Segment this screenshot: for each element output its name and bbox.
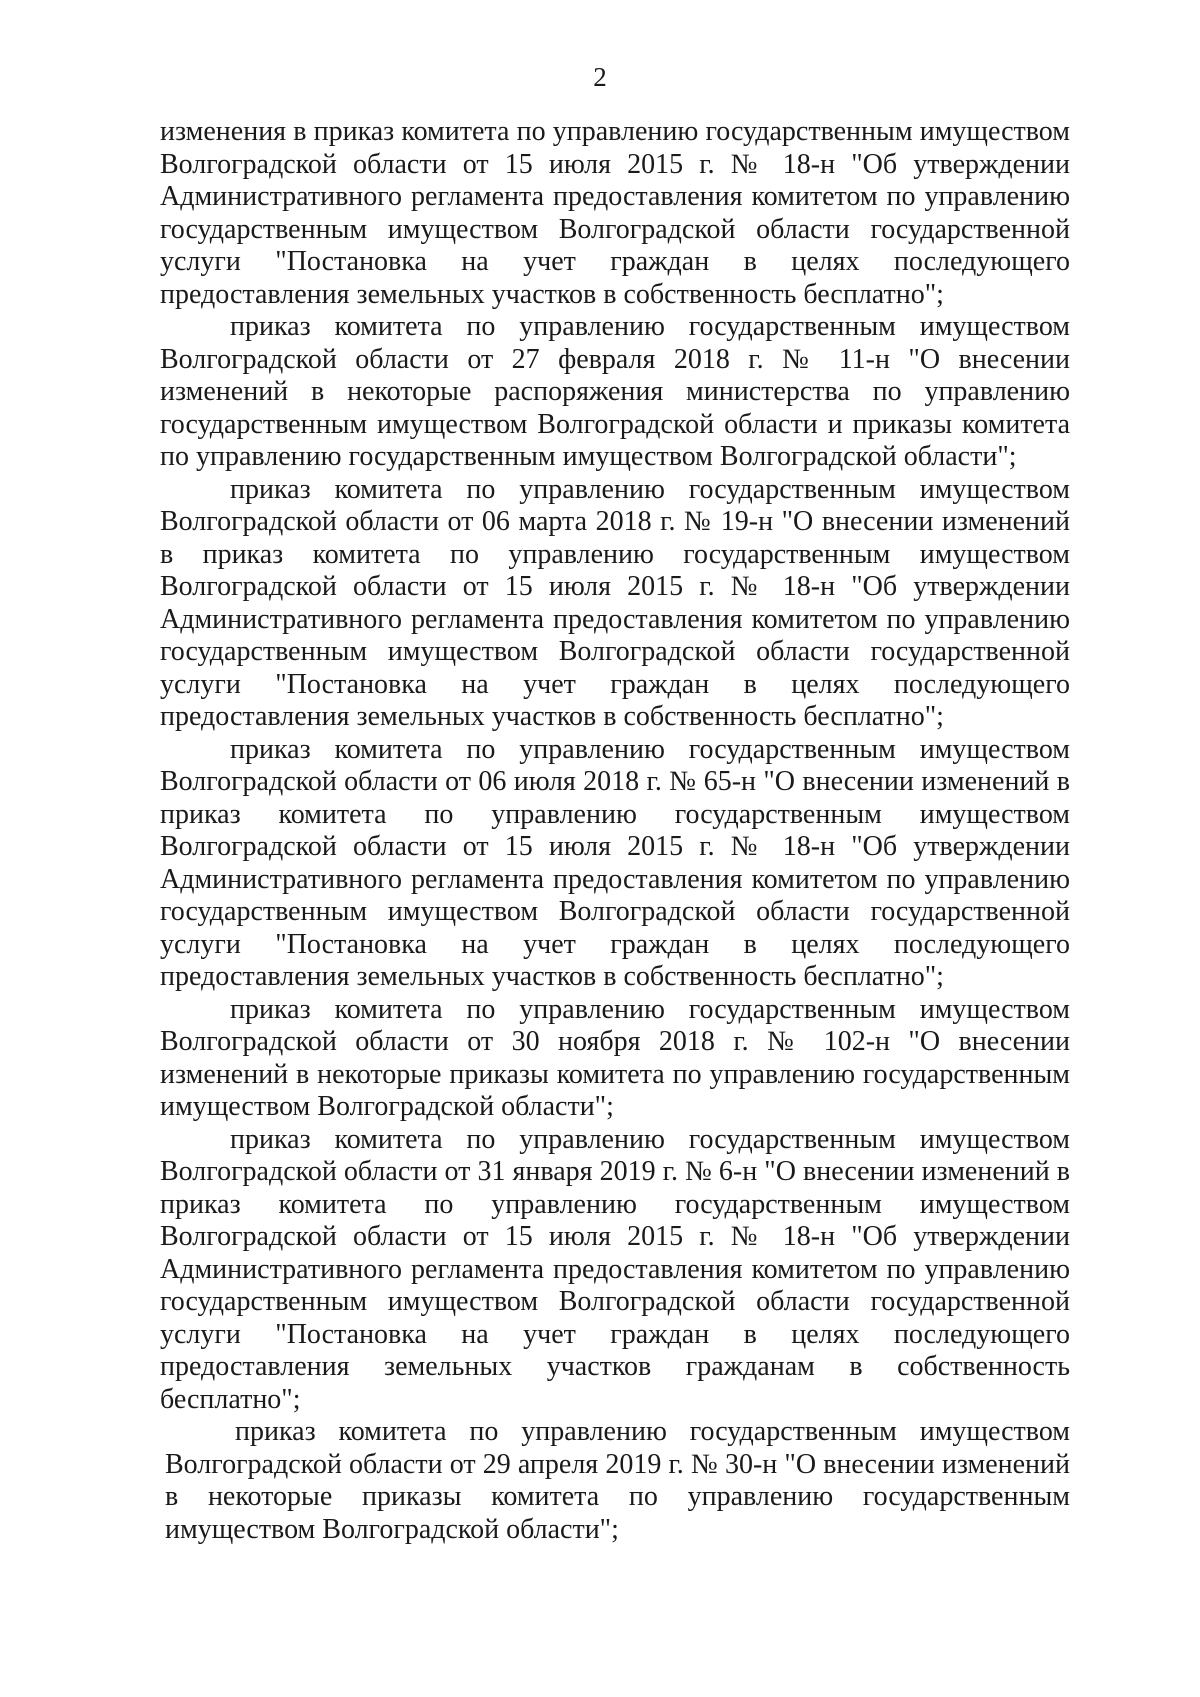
paragraph-order-19n: приказ комитета по управлению государственным имуществом Волгоградской области от 06 марта 2018 г. № 19-н "О внесении изменений в приказ комитета по управлению государственным имуществом Волгоградской области от 15 июля 2015 г. № 18-н "Об утверждении Административного регламента предоставления комитетом по управлению государственным имуществом Волгоградской области государственной услуги "Постановка на учет граждан в целях последующего предоставления земельных участков в собственность бесплатно";	[160, 473, 1070, 732]
paragraph-order-65n: приказ комитета по управлению государственным имуществом Волгоградской области от 06 июля 2018 г. № 65-н "О внесении изменений в приказ комитета по управлению государственным имуществом Волгоградской области от 15 июля 2015 г. № 18-н "Об утверждении Административного регламента предоставления комитетом по управлению государственным имуществом Волгоградской области государственной услуги "Постановка на учет граждан в целях последующего предоставления земельных участков в собственность бесплатно";	[160, 733, 1070, 992]
page-number: 2	[593, 62, 607, 92]
document-body	[160, 116, 1070, 1546]
paragraph-continuation: изменения в приказ комитета по управлению государственным имуществом Волгоградской области от 15 июля 2015 г. № 18-н "Об утверждении Административного регламента предоставления комитетом по управлению государственным имуществом Волгоградской области государственной услуги "Постановка на учет граждан в целях последующего предоставления земельных участков в собственность бесплатно";	[160, 116, 1070, 310]
paragraph-order-30n: приказ комитета по управлению государственным имуществом Волгоградской области от 29 апреля 2019 г. № 30-н "О внесении изменений в некоторые приказы комитета по управлению государственным имуществом Волгоградской области";	[165, 1416, 1070, 1545]
paragraph-order-11n: приказ комитета по управлению государственным имуществом Волгоградской области от 27 февраля 2018 г. № 11-н "О внесении изменений в некоторые распоряжения министерства по управлению государственным имуществом Волгоградской области и приказы комитета по управлению государственным имуществом Волгоградской области";	[160, 311, 1070, 472]
paragraph-order-102n: приказ комитета по управлению государственным имуществом Волгоградской области от 30 ноября 2018 г. № 102-н "О внесении изменений в некоторые приказы комитета по управлению государственным имуществом Волгоградской области";	[160, 993, 1070, 1122]
paragraph-order-6n: приказ комитета по управлению государственным имуществом Волгоградской области от 31 января 2019 г. № 6-н "О внесении изменений в приказ комитета по управлению государственным имуществом Волгоградской области от 15 июля 2015 г. № 18-н "Об утверждении Административного регламента предоставления комитетом по управлению государственным имуществом Волгоградской области государственной услуги "Постановка на учет граждан в целях последующего предоставления земельных участков гражданам в собственность бесплатно";	[160, 1123, 1070, 1415]
